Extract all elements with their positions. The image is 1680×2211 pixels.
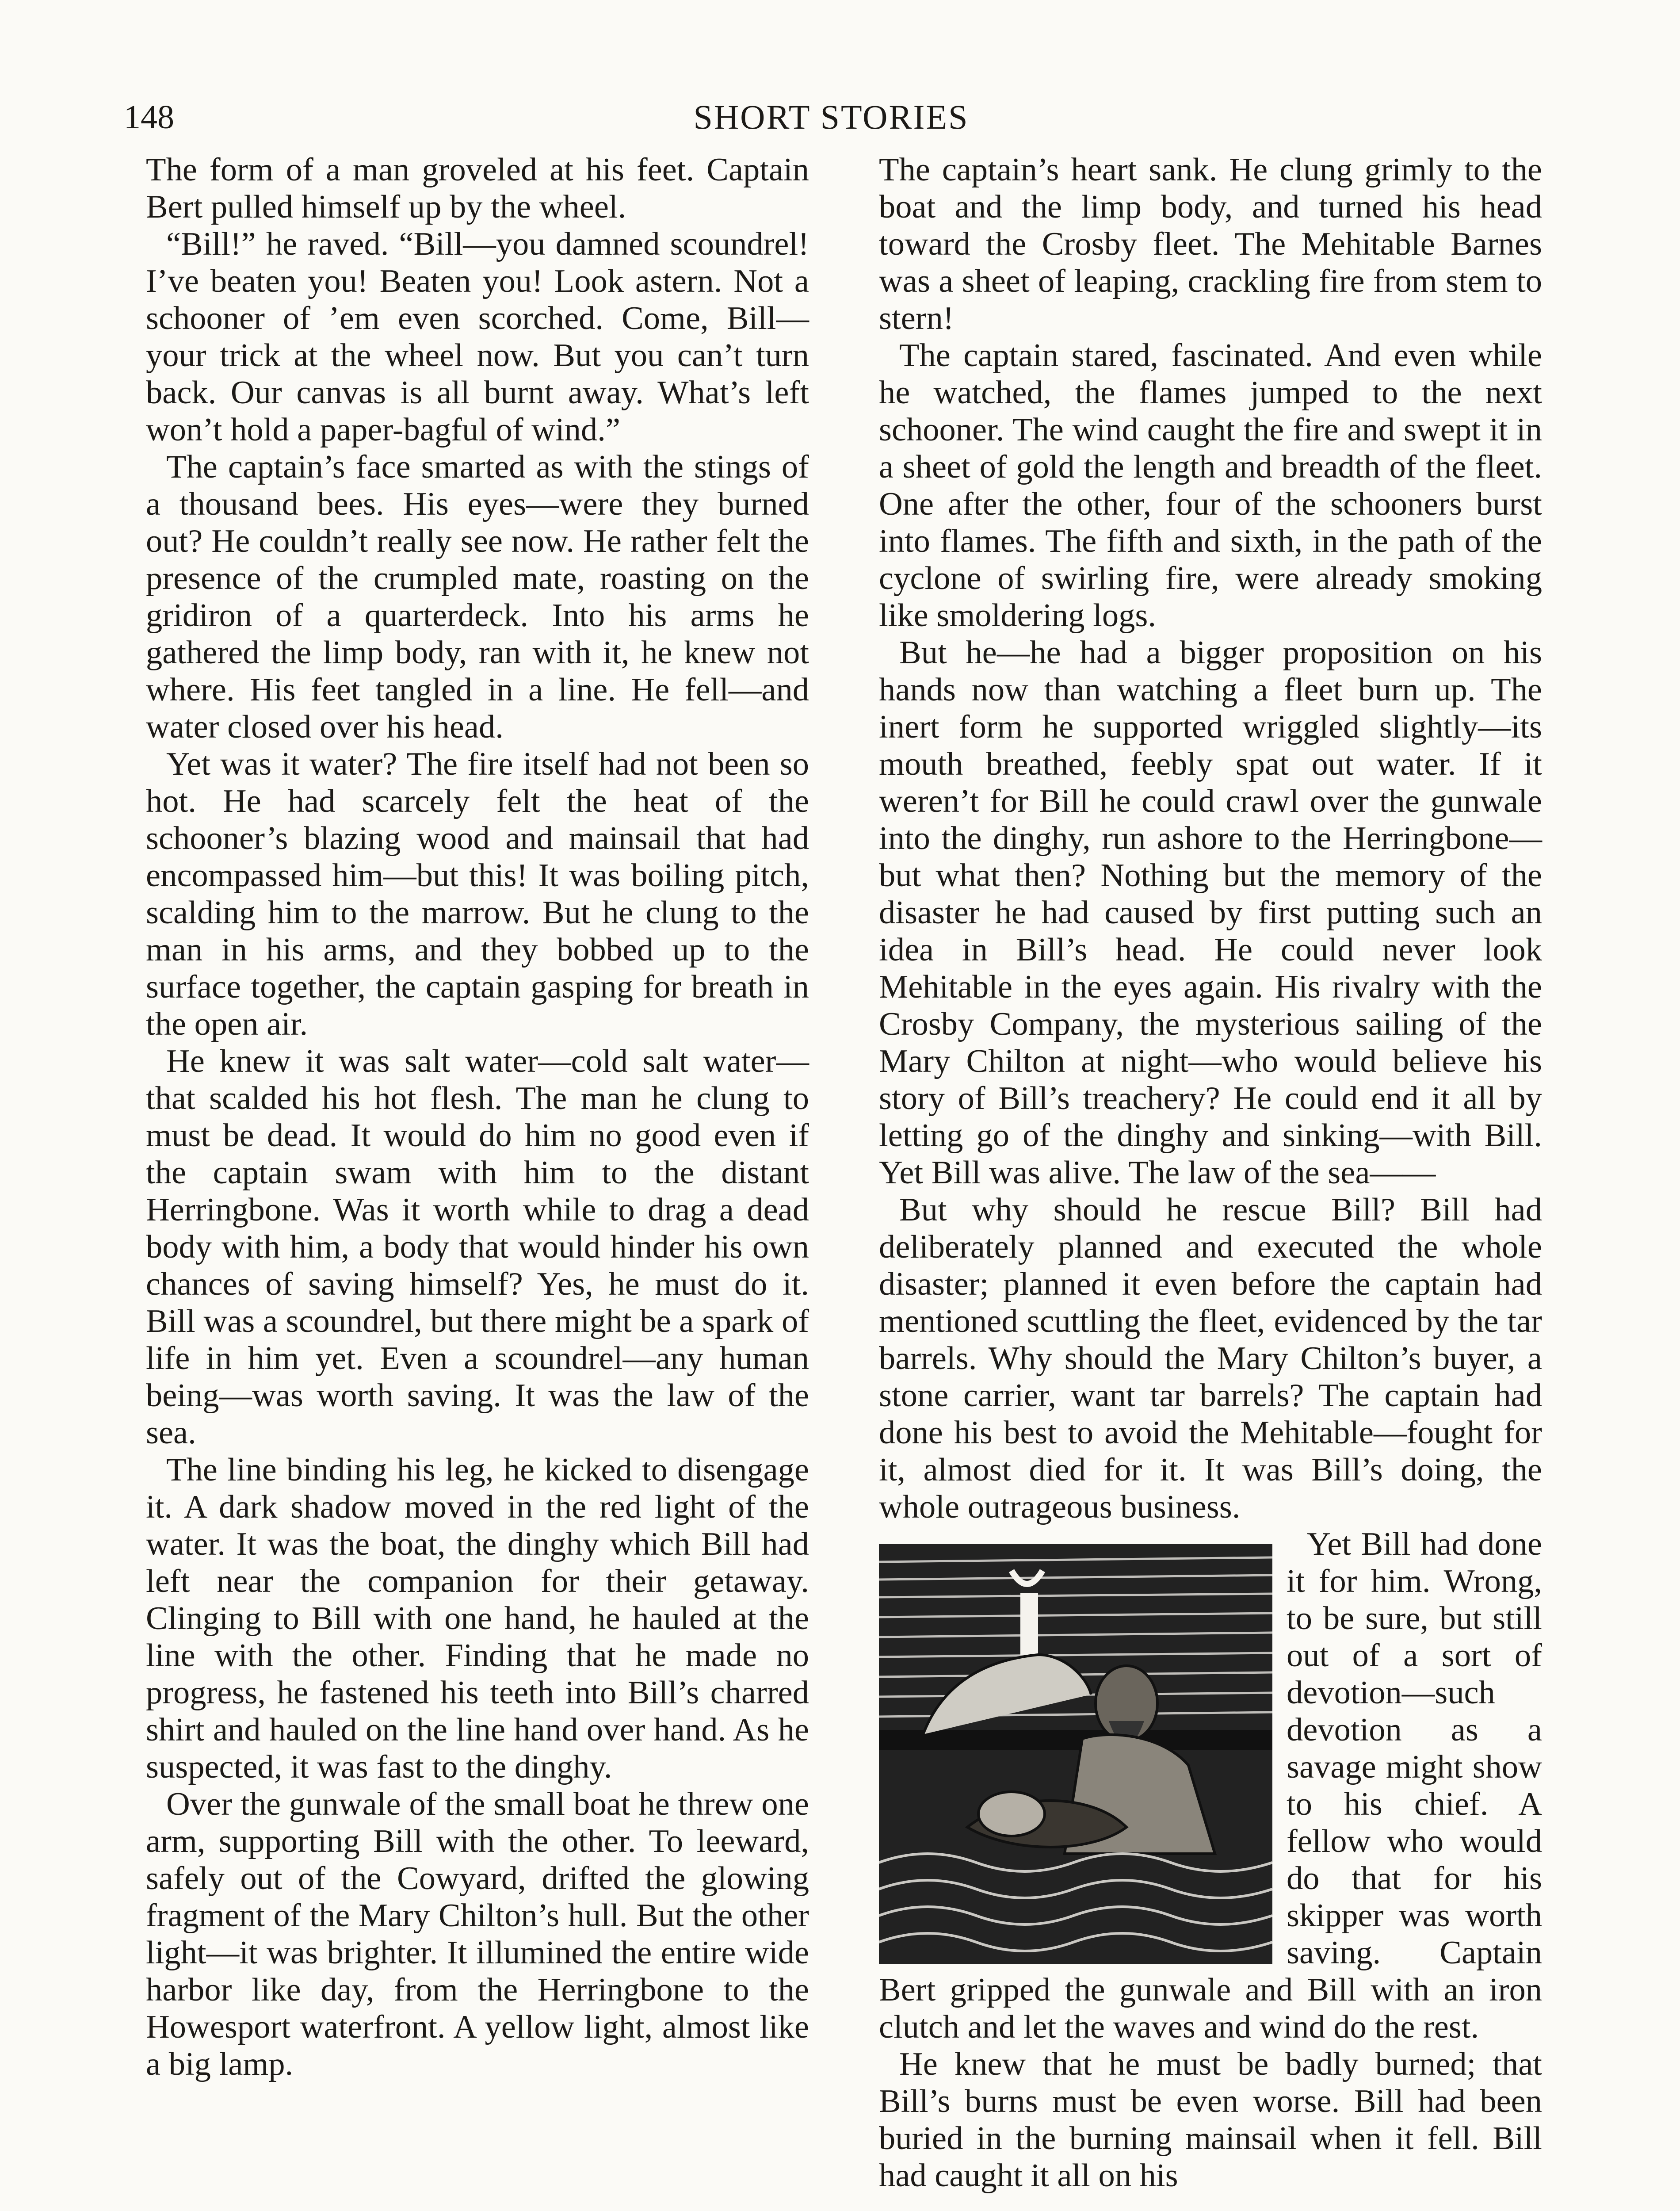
running-title: SHORT STORIES <box>693 98 969 136</box>
left-column <box>146 151 809 2083</box>
rescue-illustration <box>879 1544 1272 1964</box>
paragraph: But he—he had a bigger proposition on his hands now than watching a fleet burn up. The inert form he supported wriggled slightly—its mouth breathed, feebly spat out water. If it weren’t for Bill he could crawl over the gunwale into the dinghy, run ashore to the Herringbone—but what then? Nothing but the memory of the disaster he had caused by first putting such an idea in Bill’s head. He could never look Mehitable in the eyes again. His rivalry with the Crosby Company, the mysterious sailing of the Mary Chilton at night—who would believe his story of Bill’s treachery? He could end it all by letting go of the dinghy and sinking—with Bill. Yet Bill was alive. The law of the sea—— <box>879 635 1542 1191</box>
paragraph: Yet was it water? The fire itself had not been so hot. He had scarcely felt the heat of the schooner’s blazing wood and mainsail that had encompassed him—but this! It was boiling pitch, scalding him to the marrow. But he clung to the man in his arms, and they bobbed up to the surface together, the captain gasping for breath in the open air. <box>146 746 809 1042</box>
illustrated-paragraph <box>879 1526 1542 2046</box>
paragraph: The captain stared, fascinated. And even while he watched, the flames jumped to the next schooner. The wind caught the fire and swept it in a sheet of gold the length and breadth of the fleet. One after the other, four of the schooners burst into flames. The fifth and sixth, in the path of the cyclone of swirling fire, were already smoking like smoldering logs. <box>879 337 1542 634</box>
right-column <box>879 151 1542 2194</box>
paragraph: “Bill!” he raved. “Bill—you damned scoundrel! I’ve beaten you! Beaten you! Look astern. Not a schooner of ’em even scorched. Come, Bill—your trick at the wheel now. But you can’t turn back. Our canvas is all burnt away. What’s left won’t hold a paper-bagful of wind.” <box>146 226 809 448</box>
paragraph: The captain’s face smarted as with the stings of a thousand bees. His eyes—were they burned out? He couldn’t really see now. He rather felt the presence of the crumpled mate, roasting on the gridiron of a quarterdeck. Into his arms he gathered the limp body, ran with it, he knew not where. His feet tangled in a line. He fell—and water closed over his head. <box>146 449 809 745</box>
page-number: 148 <box>124 99 174 136</box>
paragraph: The line binding his leg, he kicked to disengage it. A dark shadow moved in the red light of the water. It was the boat, the dinghy which Bill had left near the companion for their getaway. Clinging to Bill with one hand, he hauled at the line with the other. Finding that he made no progress, he fastened his teeth into Bill’s charred shirt and hauled on the line hand over hand. As he suspected, it was fast to the dinghy. <box>146 1452 809 1785</box>
page-header <box>124 93 1539 142</box>
paragraph: The captain’s heart sank. He clung grimly to the boat and the limp body, and turned his head toward the Crosby fleet. The Mehitable Barnes was a sheet of leaping, crackling fire from stem to stern! <box>879 152 1542 337</box>
paragraph: The form of a man groveled at his feet. Captain Bert pulled himself up by the wheel. <box>146 152 809 225</box>
paragraph: Over the gunwale of the small boat he threw one arm, supporting Bill with the other. To leeward, safely out of the Cowyard, drifted the glowing fragment of the Mary Chilton’s hull. But the other light—it was brighter. It illumined the entire wide harbor like day, from the Herringbone to the Howesport waterfront. A yellow light, almost like a big lamp. <box>146 1786 809 2082</box>
paragraph: He knew it was salt water—cold salt water—that scalded his hot flesh. The man he clung to must be dead. It would do him no good even if the captain swam with him to the distant Herringbone. Was it worth while to drag a dead body with him, a body that would hinder his own chances of saving himself? Yes, he must do it. Bill was a scoundrel, but there might be a spark of life in him yet. Even a scoundrel—any human being—was worth saving. It was the law of the sea. <box>146 1043 809 1451</box>
paragraph: He knew that he must be badly burned; that Bill’s burns must be even worse. Bill had been buried in the burning mainsail when it fell. Bill had caught it all on his <box>879 2046 1542 2194</box>
paragraph: Yet Bill had done it for him. Wrong, to be sure, but still out of a sort of devotion—such devotion as a savage might show to his chief. A fellow who would do that for his skipper was worth saving. Captain Bert gripped the gunwale and Bill with an iron clutch and let the waves and wind do the rest. <box>879 1526 1542 2045</box>
paragraph: But why should he rescue Bill? Bill had deliberately planned and executed the whole disaster; planned it even before the captain had mentioned scuttling the fleet, evidenced by the tar barrels. Why should the Mary Chilton’s buyer, a stone carrier, want tar barrels? The captain had done his best to avoid the Mehitable—fought for it, almost died for it. It was Bill’s doing, the whole outrageous business. <box>879 1192 1542 1525</box>
